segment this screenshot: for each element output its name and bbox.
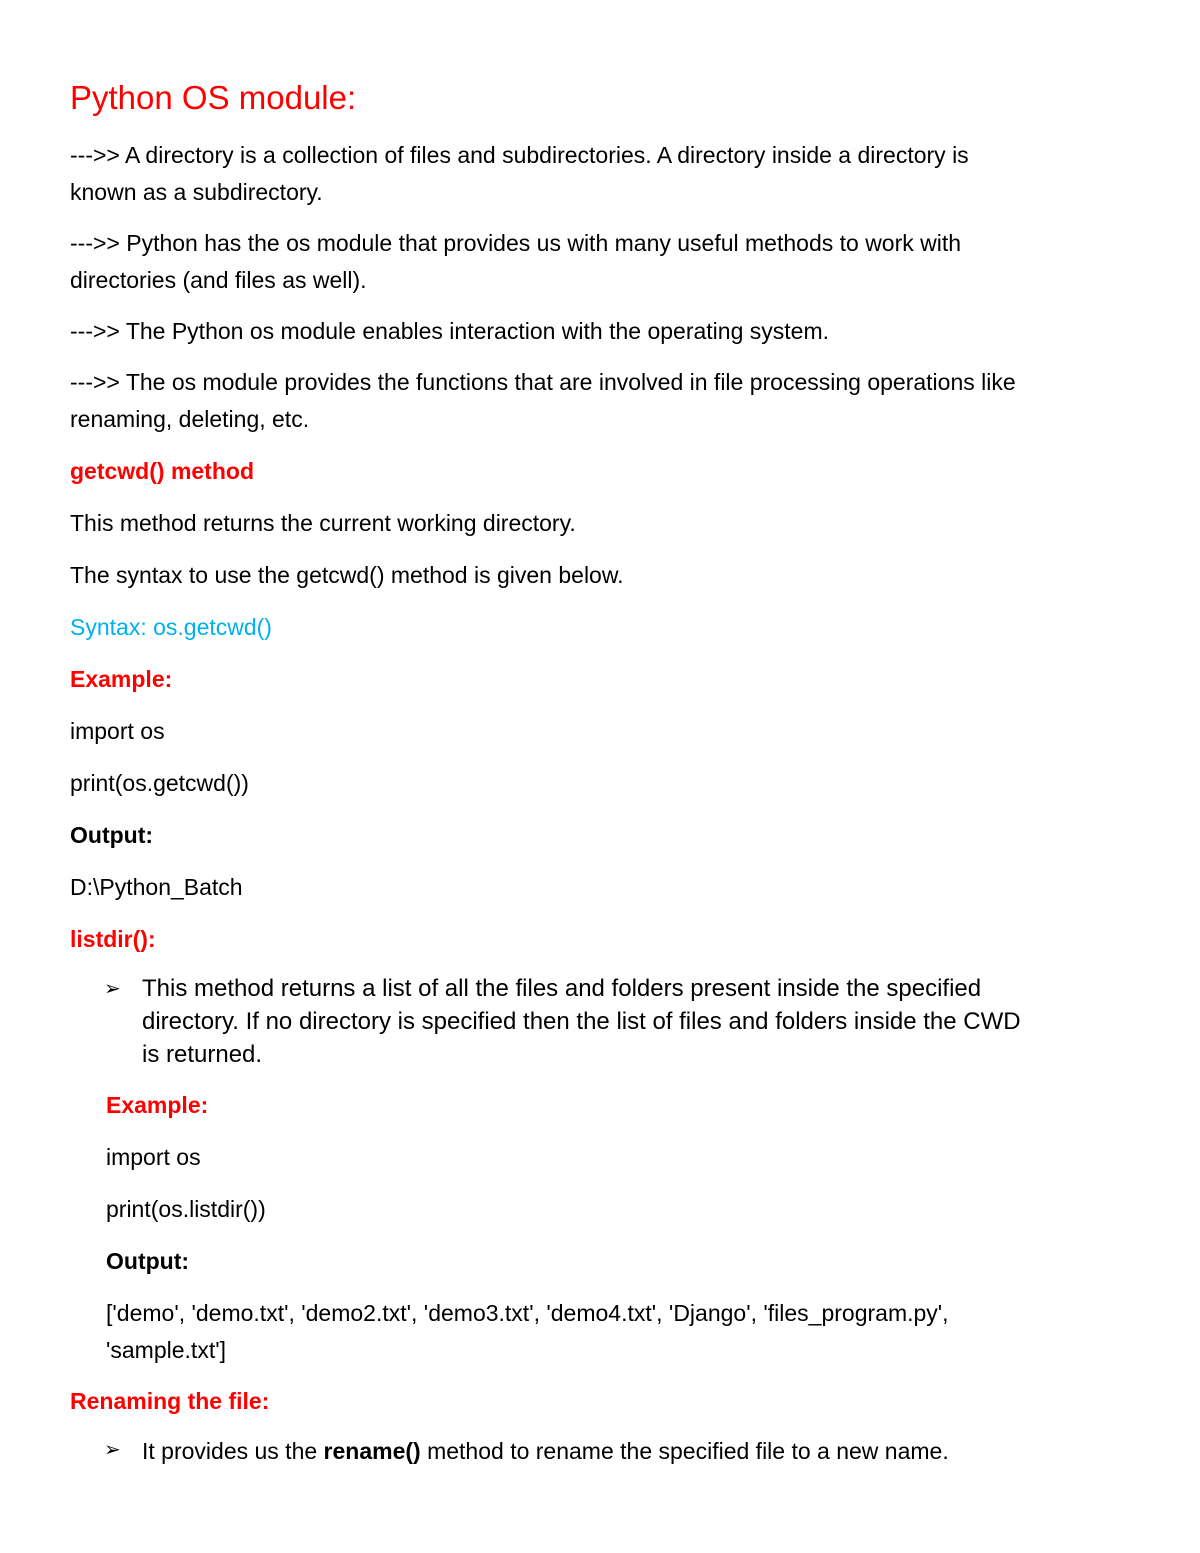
rename-bullet bbox=[106, 1433, 1146, 1473]
getcwd-syntax: Syntax: os.getcwd() bbox=[70, 614, 272, 640]
getcwd-description: This method returns the current working directory. bbox=[70, 510, 576, 536]
intro-line-2: known as a subdirectory. bbox=[70, 179, 323, 205]
rename-bullet-post: method to rename the specified file to a new name. bbox=[420, 1438, 949, 1464]
listdir-example-label: Example: bbox=[106, 1092, 209, 1118]
rename-bullet-pre: It provides us the bbox=[142, 1438, 324, 1464]
intro-line-6: --->> The os module provides the functions that are involved in file processing operations like bbox=[70, 369, 1016, 395]
listdir-output-label: Output: bbox=[106, 1248, 190, 1274]
listdir-output-line-2: 'sample.txt'] bbox=[106, 1337, 226, 1363]
arrow-bullet-icon: ➢ bbox=[104, 1437, 121, 1461]
listdir-bullet-line-2: directory. If no directory is specified then the list of files and folders inside the CWD bbox=[142, 1008, 1021, 1035]
listdir-code-line-1: import os bbox=[106, 1144, 201, 1170]
intro-line-5: --->> The Python os module enables interaction with the operating system. bbox=[70, 318, 829, 344]
listdir-bullet-line-1: This method returns a list of all the files and folders present inside the specified bbox=[142, 975, 982, 1002]
getcwd-syntax-intro: The syntax to use the getcwd() method is given below. bbox=[70, 562, 624, 588]
getcwd-heading: getcwd() method bbox=[70, 458, 254, 484]
getcwd-output: D:\Python_Batch bbox=[70, 874, 243, 900]
intro-line-3: --->> Python has the os module that provides us with many useful methods to work with bbox=[70, 230, 962, 256]
listdir-bullet-line-3: is returned. bbox=[142, 1041, 263, 1068]
rename-bullet-text bbox=[142, 1433, 1132, 1469]
listdir-heading: listdir(): bbox=[70, 926, 156, 952]
getcwd-output-label: Output: bbox=[70, 822, 154, 848]
arrow-bullet-icon: ➢ bbox=[104, 976, 121, 1000]
getcwd-example-label: Example: bbox=[70, 666, 173, 692]
listdir-code-line-2: print(os.listdir()) bbox=[106, 1196, 266, 1222]
listdir-output-line-1: ['demo', 'demo.txt', 'demo2.txt', 'demo3.txt', 'demo4.txt', 'Django', 'files_program.py', bbox=[106, 1300, 949, 1326]
intro-line-7: renaming, deleting, etc. bbox=[70, 406, 310, 432]
intro-line-4: directories (and files as well). bbox=[70, 267, 367, 293]
page-title: Python OS module: bbox=[70, 79, 357, 116]
getcwd-code-line-2: print(os.getcwd()) bbox=[70, 770, 249, 796]
intro-line-1: --->> A directory is a collection of files and subdirectories. A directory inside a directory is bbox=[70, 142, 969, 168]
rename-heading: Renaming the file: bbox=[70, 1388, 270, 1414]
getcwd-code-line-1: import os bbox=[70, 718, 165, 744]
rename-method-name: rename() bbox=[323, 1438, 421, 1464]
listdir-bullet bbox=[106, 972, 1146, 1072]
